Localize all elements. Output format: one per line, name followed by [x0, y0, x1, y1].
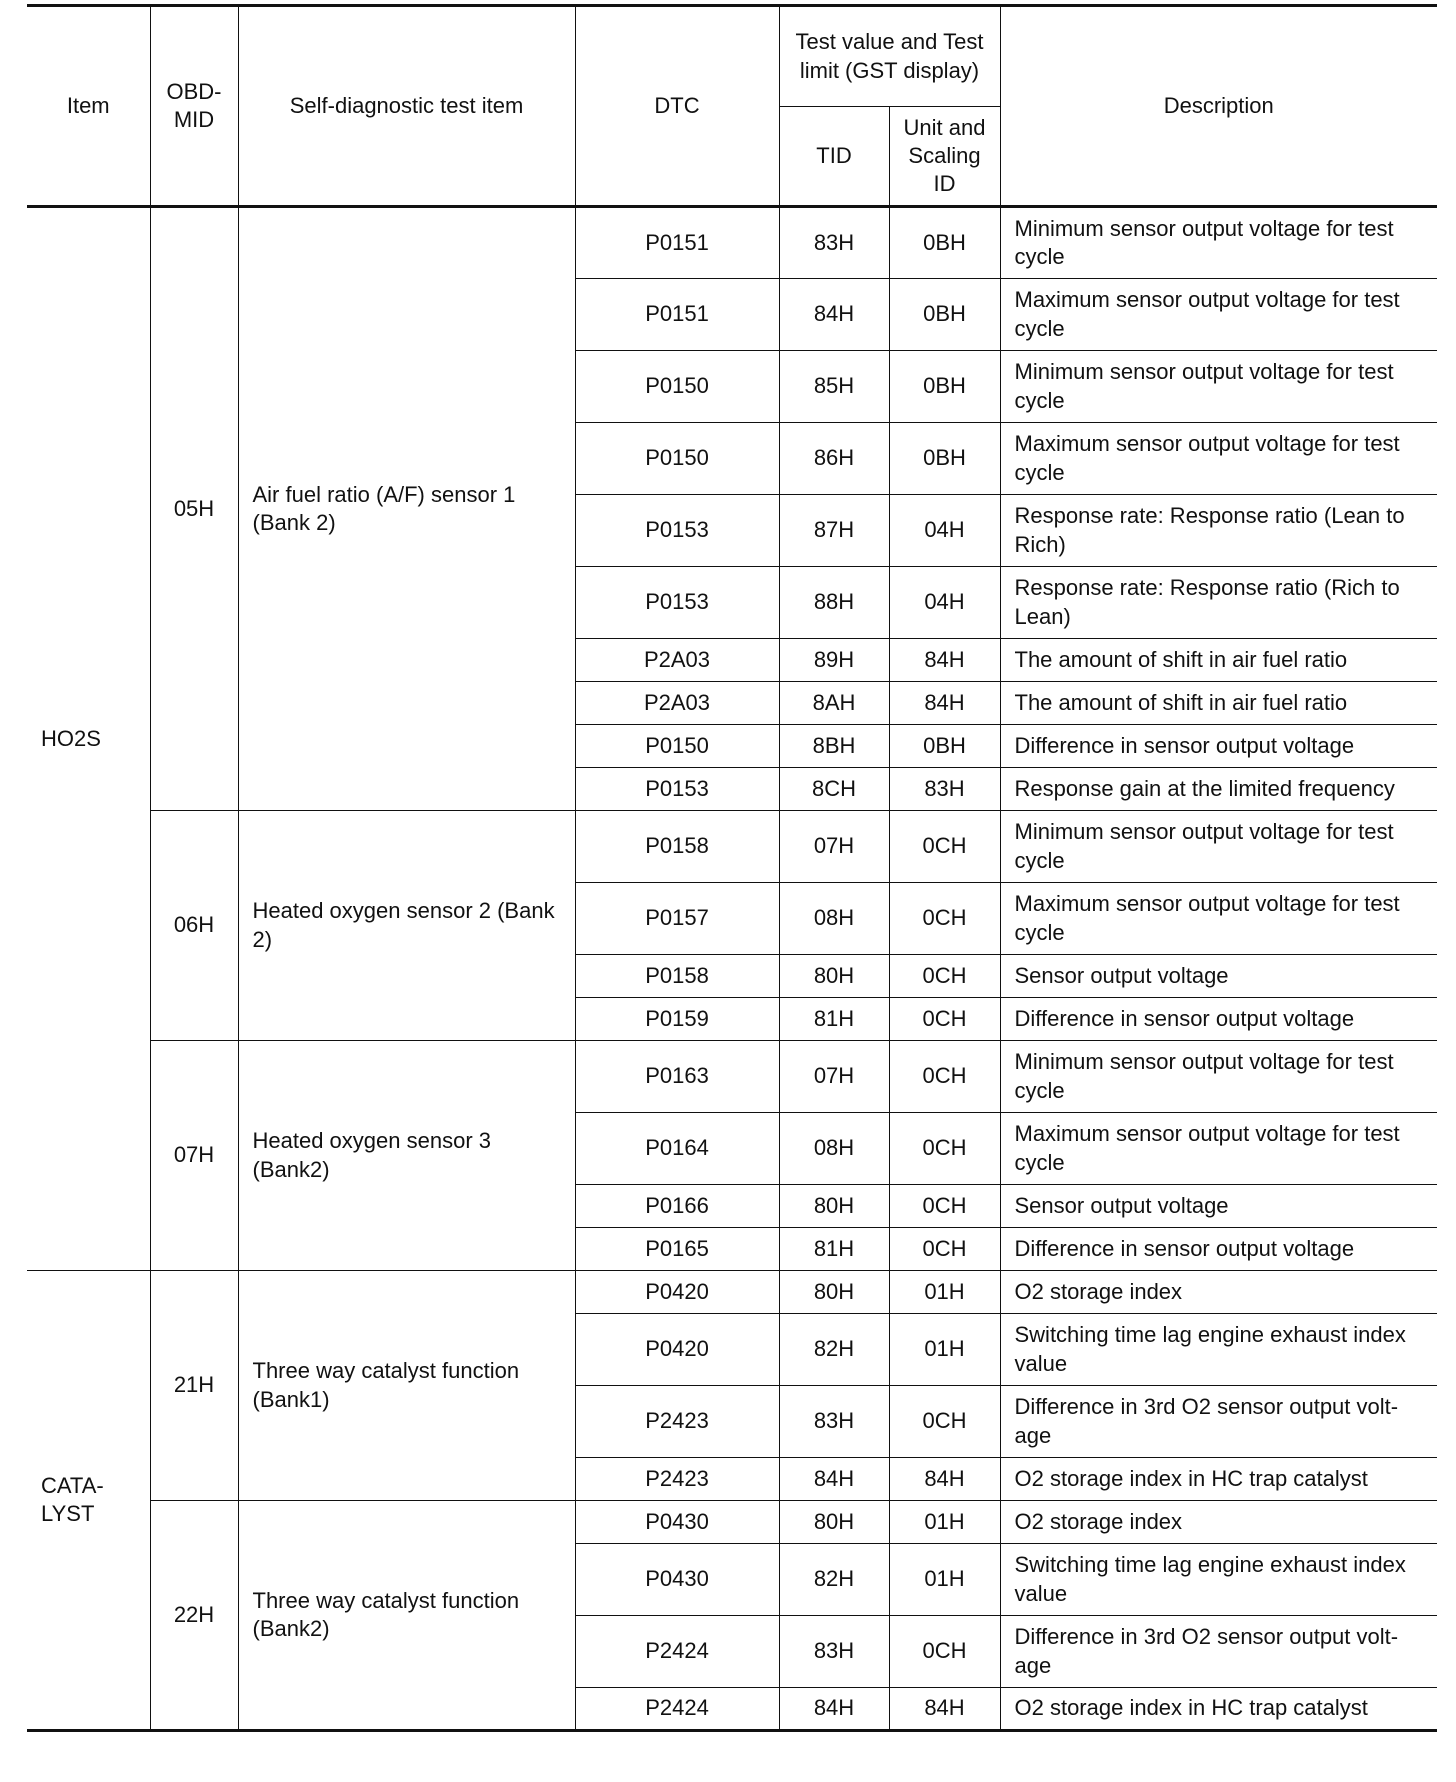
unit-scaling-cell: 01H: [889, 1544, 1000, 1616]
description-cell: Maximum sensor output voltage for test cycle: [1000, 423, 1437, 495]
unit-scaling-cell: 01H: [889, 1271, 1000, 1314]
unit-scaling-cell: 0BH: [889, 207, 1000, 279]
tid-cell: 84H: [779, 1458, 889, 1501]
header-test-value-and-limit: Test value and Test limit (GST display): [779, 6, 1000, 107]
dtc-cell: P0159: [575, 998, 779, 1041]
tid-cell: 81H: [779, 1228, 889, 1271]
description-cell: O2 storage index in HC trap catalyst: [1000, 1458, 1437, 1501]
obd-test-table: [27, 4, 1437, 1732]
dtc-cell: P0420: [575, 1314, 779, 1386]
unit-scaling-cell: 0CH: [889, 1185, 1000, 1228]
obd-mid-cell: 07H: [150, 1041, 238, 1271]
header-obd-mid: OBD-MID: [150, 6, 238, 207]
description-cell: Sensor output voltage: [1000, 1185, 1437, 1228]
tid-cell: 07H: [779, 811, 889, 883]
dtc-cell: P0153: [575, 567, 779, 639]
description-cell: O2 storage index in HC trap catalyst: [1000, 1688, 1437, 1731]
tid-cell: 88H: [779, 567, 889, 639]
description-cell: O2 storage index: [1000, 1501, 1437, 1544]
obd-mid-cell: 06H: [150, 811, 238, 1041]
dtc-cell: P2423: [575, 1386, 779, 1458]
dtc-cell: P0420: [575, 1271, 779, 1314]
description-cell: The amount of shift in air fuel ratio: [1000, 639, 1437, 682]
header-tid: TID: [779, 107, 889, 207]
description-cell: Difference in 3rd O2 sensor output volt-age: [1000, 1616, 1437, 1688]
unit-scaling-cell: 0CH: [889, 1228, 1000, 1271]
description-cell: O2 storage index: [1000, 1271, 1437, 1314]
unit-scaling-cell: 0BH: [889, 279, 1000, 351]
dtc-cell: P0157: [575, 883, 779, 955]
dtc-cell: P0158: [575, 811, 779, 883]
unit-scaling-cell: 0CH: [889, 1386, 1000, 1458]
tid-cell: 83H: [779, 1386, 889, 1458]
description-cell: Minimum sensor output voltage for test cycle: [1000, 207, 1437, 279]
unit-scaling-cell: 0BH: [889, 423, 1000, 495]
test-item-cell: Heated oxygen sensor 3 (Bank2): [238, 1041, 575, 1271]
unit-scaling-cell: 0CH: [889, 811, 1000, 883]
dtc-cell: P2A03: [575, 682, 779, 725]
tid-cell: 80H: [779, 1271, 889, 1314]
dtc-cell: P2423: [575, 1458, 779, 1501]
description-cell: The amount of shift in air fuel ratio: [1000, 682, 1437, 725]
description-cell: Minimum sensor output voltage for test cycle: [1000, 811, 1437, 883]
table-row: [27, 1501, 1437, 1544]
tid-cell: 83H: [779, 1616, 889, 1688]
dtc-cell: P2A03: [575, 639, 779, 682]
description-cell: Switching time lag engine exhaust index value: [1000, 1544, 1437, 1616]
unit-scaling-cell: 84H: [889, 1688, 1000, 1731]
unit-scaling-cell: 0BH: [889, 351, 1000, 423]
tid-cell: 81H: [779, 998, 889, 1041]
tid-cell: 87H: [779, 495, 889, 567]
description-cell: Difference in sensor output voltage: [1000, 725, 1437, 768]
dtc-cell: P0430: [575, 1501, 779, 1544]
item-cell: HO2S: [27, 207, 150, 1271]
table-row: [27, 207, 1437, 279]
dtc-cell: P0150: [575, 351, 779, 423]
description-cell: Difference in sensor output voltage: [1000, 998, 1437, 1041]
tid-cell: 80H: [779, 955, 889, 998]
unit-scaling-cell: 0CH: [889, 1041, 1000, 1113]
dtc-cell: P2424: [575, 1688, 779, 1731]
description-cell: Difference in sensor output voltage: [1000, 1228, 1437, 1271]
unit-scaling-cell: 83H: [889, 768, 1000, 811]
tid-cell: 84H: [779, 279, 889, 351]
obd-mid-cell: 05H: [150, 207, 238, 811]
table-row: [27, 1271, 1437, 1314]
tid-cell: 86H: [779, 423, 889, 495]
description-cell: Switching time lag engine exhaust index value: [1000, 1314, 1437, 1386]
tid-cell: 80H: [779, 1185, 889, 1228]
description-cell: Response gain at the limited frequency: [1000, 768, 1437, 811]
header-item: Item: [27, 6, 150, 207]
unit-scaling-cell: 0BH: [889, 725, 1000, 768]
unit-scaling-cell: 0CH: [889, 1113, 1000, 1185]
unit-scaling-cell: 84H: [889, 639, 1000, 682]
header-dtc: DTC: [575, 6, 779, 207]
item-cell: CATA-LYST: [27, 1271, 150, 1731]
unit-scaling-cell: 04H: [889, 567, 1000, 639]
dtc-cell: P0165: [575, 1228, 779, 1271]
unit-scaling-cell: 04H: [889, 495, 1000, 567]
tid-cell: 8CH: [779, 768, 889, 811]
dtc-cell: P0153: [575, 768, 779, 811]
tid-cell: 83H: [779, 207, 889, 279]
test-item-cell: Air fuel ratio (A/F) sensor 1 (Bank 2): [238, 207, 575, 811]
dtc-cell: P0166: [575, 1185, 779, 1228]
tid-cell: 8BH: [779, 725, 889, 768]
dtc-cell: P0163: [575, 1041, 779, 1113]
test-item-cell: Three way catalyst function (Bank2): [238, 1501, 575, 1731]
description-cell: Sensor output voltage: [1000, 955, 1437, 998]
unit-scaling-cell: 01H: [889, 1314, 1000, 1386]
dtc-cell: P0150: [575, 725, 779, 768]
tid-cell: 82H: [779, 1544, 889, 1616]
obd-mid-cell: 21H: [150, 1271, 238, 1501]
description-cell: Minimum sensor output voltage for test cycle: [1000, 351, 1437, 423]
header-unit-scaling-id: Unit and Scaling ID: [889, 107, 1000, 207]
dtc-cell: P2424: [575, 1616, 779, 1688]
tid-cell: 84H: [779, 1688, 889, 1731]
test-item-cell: Three way catalyst function (Bank1): [238, 1271, 575, 1501]
tid-cell: 80H: [779, 1501, 889, 1544]
description-cell: Response rate: Response ratio (Lean to Rich): [1000, 495, 1437, 567]
description-cell: Difference in 3rd O2 sensor output volt-age: [1000, 1386, 1437, 1458]
unit-scaling-cell: 84H: [889, 1458, 1000, 1501]
tid-cell: 08H: [779, 1113, 889, 1185]
dtc-cell: P0153: [575, 495, 779, 567]
table-row: [27, 1041, 1437, 1113]
dtc-cell: P0151: [575, 279, 779, 351]
header-self-diagnostic-test-item: Self-diagnostic test item: [238, 6, 575, 207]
header-description: Description: [1000, 6, 1437, 207]
description-cell: Response rate: Response ratio (Rich to Lean): [1000, 567, 1437, 639]
tid-cell: 85H: [779, 351, 889, 423]
unit-scaling-cell: 0CH: [889, 883, 1000, 955]
dtc-cell: P0164: [575, 1113, 779, 1185]
description-cell: Minimum sensor output voltage for test cycle: [1000, 1041, 1437, 1113]
tid-cell: 8AH: [779, 682, 889, 725]
unit-scaling-cell: 0CH: [889, 1616, 1000, 1688]
unit-scaling-cell: 0CH: [889, 955, 1000, 998]
table-row: [27, 811, 1437, 883]
dtc-cell: P0150: [575, 423, 779, 495]
tid-cell: 07H: [779, 1041, 889, 1113]
dtc-cell: P0151: [575, 207, 779, 279]
tid-cell: 89H: [779, 639, 889, 682]
unit-scaling-cell: 84H: [889, 682, 1000, 725]
dtc-cell: P0158: [575, 955, 779, 998]
table-body: [27, 207, 1437, 1731]
test-item-cell: Heated oxygen sensor 2 (Bank 2): [238, 811, 575, 1041]
description-cell: Maximum sensor output voltage for test cycle: [1000, 279, 1437, 351]
description-cell: Maximum sensor output voltage for test cycle: [1000, 883, 1437, 955]
unit-scaling-cell: 0CH: [889, 998, 1000, 1041]
obd-mid-cell: 22H: [150, 1501, 238, 1731]
tid-cell: 82H: [779, 1314, 889, 1386]
unit-scaling-cell: 01H: [889, 1501, 1000, 1544]
tid-cell: 08H: [779, 883, 889, 955]
dtc-cell: P0430: [575, 1544, 779, 1616]
description-cell: Maximum sensor output voltage for test cycle: [1000, 1113, 1437, 1185]
